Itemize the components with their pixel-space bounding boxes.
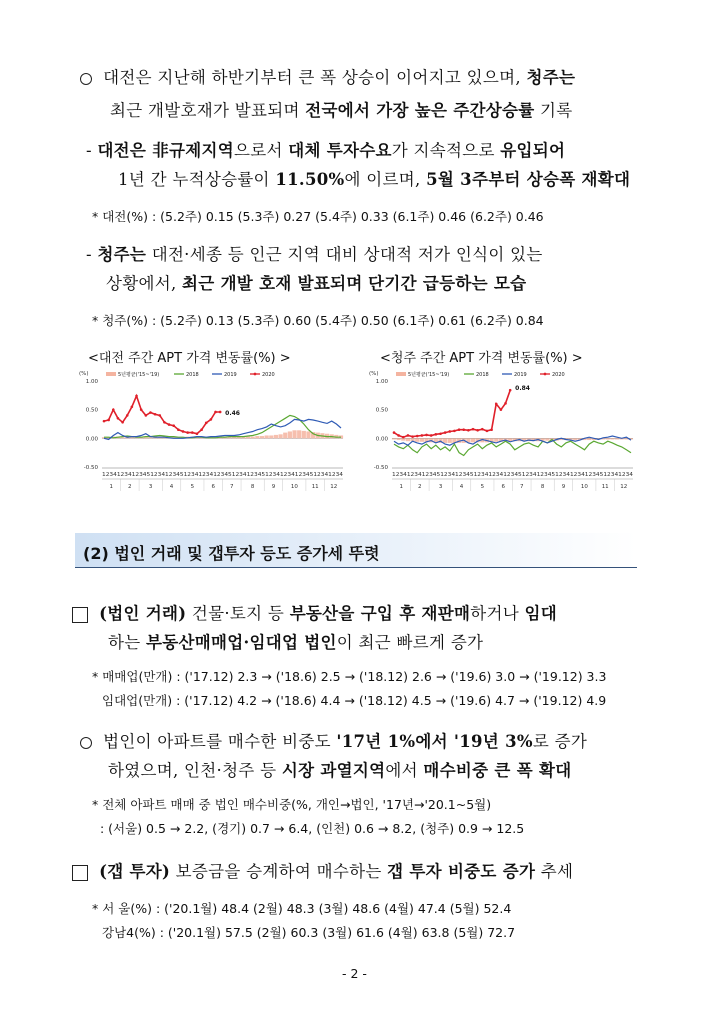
avg5-bar — [255, 436, 259, 438]
dash-item-1-line-1: - 대전은 非규제지역으로서 대체 투자수요가 지속적으로 유입되어 — [86, 141, 566, 160]
series-2020-point — [509, 389, 512, 392]
bullet-1-line-2: 최근 개발호재가 발표되며 전국에서 가장 높은 주간상승률 기록 — [110, 101, 573, 120]
avg5-bar — [306, 431, 310, 438]
month-tick-label: 7 — [230, 484, 234, 490]
month-tick-label: 11 — [311, 484, 319, 490]
series-2020-point — [126, 414, 129, 417]
legend-label: 5년평균('15~'19) — [408, 372, 450, 378]
series-2020-point — [219, 411, 222, 414]
series-2020-point — [430, 434, 433, 437]
month-tick-label: 3 — [438, 484, 443, 490]
section-header-bar — [75, 533, 637, 568]
avg5-bar — [260, 436, 264, 438]
month-tick-label: 4 — [459, 484, 464, 490]
circle-bullet-icon — [80, 737, 92, 749]
y-tick-label: 0.50 — [375, 407, 388, 414]
legend-marker — [544, 373, 547, 376]
avg5-bar — [397, 438, 401, 440]
series-2020-point — [439, 432, 442, 435]
series-line-2020 — [104, 396, 220, 434]
series-2020-point — [210, 418, 213, 421]
series-2020-point — [462, 428, 465, 431]
y-tick-label: 0.00 — [85, 436, 98, 443]
bullet-1-line-1: 대전은 지난해 하반기부터 큰 폭 상승이 이어지고 있으며, 청주는 — [80, 64, 575, 88]
month-tick-label: 2 — [418, 484, 422, 490]
month-tick-label: 1 — [109, 484, 114, 490]
avg5-bar — [283, 433, 287, 439]
series-2020-point — [407, 434, 410, 437]
series-line-2019 — [394, 436, 631, 445]
series-2020-point — [472, 428, 475, 431]
chart-title-cheongju: <청주 주간 APT 가격 변동률(%) > — [380, 351, 583, 366]
avg5-bar — [274, 435, 278, 438]
y-tick-label: 0.50 — [85, 407, 98, 414]
series-2020-point — [444, 431, 447, 434]
avg5-bar — [471, 438, 475, 442]
dash-item-1-line-2: 1년 간 누적상승률이 11.50%에 이르며, 5월 3주부터 상승폭 재확대 — [118, 170, 631, 189]
legend-label: 2018 — [476, 372, 489, 378]
note-gap-seoul: * 서 울(%) : ('20.1월) 48.4 (2월) 48.3 (3월) 48.6 (4월) 47.4 (5월) 52.4 — [92, 901, 512, 916]
month-tick-label: 12 — [330, 484, 338, 490]
legend-swatch — [396, 372, 406, 376]
series-2020-point — [191, 431, 194, 434]
series-2020-point — [177, 428, 180, 431]
avg5-bar — [292, 430, 296, 438]
avg5-bar — [246, 437, 250, 439]
note-corporate-share-values: : (서울) 0.5 → 2.2, (경기) 0.7 → 6.4, (인천) 0.6 → 8.2, (청주) 0.9 → 12.5 — [100, 821, 525, 836]
y-tick-label: -0.50 — [373, 465, 388, 471]
avg5-bar — [420, 438, 424, 441]
chart-cheongju — [368, 367, 638, 497]
series-2020-point — [435, 433, 438, 436]
avg5-bar — [587, 438, 591, 440]
month-tick-label: 6 — [211, 484, 215, 490]
series-2020-point — [467, 429, 470, 432]
series-2020-point — [107, 419, 110, 422]
month-tick-label: 4 — [169, 484, 174, 490]
month-tick-label: 9 — [561, 484, 566, 490]
avg5-bar — [573, 438, 577, 440]
avg5-bar — [269, 435, 273, 438]
series-2020-point — [182, 430, 185, 433]
page-number: - 2 - — [342, 966, 367, 981]
month-tick-label: 7 — [520, 484, 524, 490]
chart-title-daejeon: <대전 주간 APT 가격 변동률(%) > — [88, 351, 291, 366]
series-2020-point — [425, 434, 428, 437]
square-bullet-icon — [72, 607, 88, 623]
note-rental-business: 임대업(만개) : ('17.12) 4.2 → ('18.6) 4.4 → ('18.12) 4.5 → ('19.6) 4.7 → ('19.12) 4.9 — [102, 693, 607, 708]
avg5-bar — [415, 438, 419, 441]
series-2020-point — [214, 411, 217, 414]
series-2020-point — [205, 422, 208, 425]
y-tick-label: -0.50 — [83, 465, 98, 471]
month-tick-label: 6 — [501, 484, 505, 490]
para-2-line-2: 하였으며, 인천·청주 등 시장 과열지역에서 매수비중 큰 폭 확대 — [108, 761, 572, 780]
series-2020-point — [117, 417, 120, 420]
avg5-bar — [265, 435, 269, 438]
legend-label: 2019 — [224, 372, 237, 378]
month-tick-label: 9 — [271, 484, 276, 490]
series-2020-point — [186, 431, 189, 434]
series-2020-point — [486, 430, 489, 433]
square-bullet-icon — [72, 865, 88, 881]
series-2020-point — [196, 432, 199, 435]
note-sales-business: * 매매업(만개) : ('17.12) 2.3 → ('18.6) 2.5 → ('18.12) 2.6 → ('19.6) 3.0 → ('19.12) 3.3 — [92, 669, 607, 684]
series-2020-point — [421, 434, 424, 437]
series-2020-point — [172, 424, 175, 427]
avg5-bar — [302, 431, 306, 438]
month-tick-label: 10 — [290, 484, 298, 490]
series-2020-point — [453, 430, 456, 433]
avg5-bar — [406, 438, 410, 441]
month-tick-label: 8 — [540, 484, 545, 490]
avg5-bar — [278, 434, 282, 438]
avg5-bar — [545, 438, 549, 440]
avg5-bar — [615, 438, 619, 439]
para-2-line-1: 법인이 아파트를 매수한 비중도 '17년 1%에서 '19년 3%로 증가 — [80, 728, 587, 752]
annotation-label: 0.84 — [515, 385, 530, 393]
avg5-bar — [448, 438, 452, 443]
avg5-bar — [288, 431, 292, 438]
series-2020-point — [504, 402, 507, 405]
series-2020-point — [416, 435, 419, 438]
legend-label: 2020 — [552, 372, 565, 378]
avg5-bar — [610, 438, 614, 439]
legend-swatch — [106, 372, 116, 376]
avg5-bar — [443, 438, 447, 443]
avg5-bar — [392, 438, 396, 439]
legend-label: 5년평균('15~'19) — [118, 372, 160, 378]
series-2020-point — [131, 406, 134, 409]
series-2020-point — [481, 428, 484, 431]
note-corporate-share: * 전체 아파트 매매 중 법인 매수비중(%, 개인→법인, '17년→'20.1~5월) — [92, 797, 492, 812]
series-2020-point — [103, 420, 106, 423]
legend-label: 2020 — [262, 372, 275, 378]
dash-marker: - — [86, 141, 92, 160]
legend-label: 2019 — [514, 372, 527, 378]
y-axis-label: (%) — [79, 371, 89, 377]
series-2020-point — [476, 429, 479, 432]
series-2020-point — [500, 408, 503, 411]
series-2020-point — [135, 395, 138, 398]
series-2020-point — [145, 414, 148, 417]
series-2020-point — [490, 428, 493, 431]
para-1-line-2: 하는 부동산매매업·임대업 법인이 최근 빠르게 증가 — [108, 633, 484, 652]
series-2020-point — [402, 436, 405, 439]
month-tick-label: 12 — [620, 484, 628, 490]
y-tick-label: 0.00 — [375, 436, 388, 443]
note-daejeon: * 대전(%) : (5.2주) 0.15 (5.3주) 0.27 (5.4주) 0.33 (6.1주) 0.46 (6.2주) 0.46 — [92, 209, 544, 224]
series-2020-point — [112, 408, 115, 411]
para-3: (갭 투자) 보증금을 승계하여 매수하는 갭 투자 비중도 증가 추세 — [72, 858, 573, 882]
note-cheongju: * 청주(%) : (5.2주) 0.13 (5.3주) 0.60 (5.4주) 0.50 (6.1주) 0.61 (6.2주) 0.84 — [92, 313, 544, 328]
series-2020-point — [448, 430, 451, 433]
month-tick-label: 8 — [250, 484, 255, 490]
section-title: (2) 법인 거래 및 갭투자 등도 증가세 뚜렷 — [83, 544, 380, 563]
series-2020-point — [158, 414, 161, 417]
series-2020-point — [393, 431, 396, 434]
series-2020-point — [200, 428, 203, 431]
week-tick-labels: 12341234123451234123451234123412345123412345123412341234512341234 — [102, 472, 344, 478]
series-2020-point — [458, 428, 461, 431]
note-gap-gangnam: 강남4(%) : ('20.1월) 57.5 (2월) 60.3 (3월) 61.6 (4월) 63.8 (5월) 72.7 — [102, 925, 516, 940]
legend-marker — [254, 373, 257, 376]
series-2020-point — [121, 421, 124, 424]
series-2020-point — [154, 413, 157, 416]
para-1-line-1: (법인 거래) 건물·토지 등 부동산을 구입 후 재판매하거나 임대 — [72, 600, 557, 624]
chart-daejeon — [78, 367, 348, 497]
series-2020-point — [149, 411, 152, 414]
legend-label: 2018 — [186, 372, 199, 378]
avg5-bar — [494, 438, 498, 441]
dash-marker: - — [86, 245, 92, 264]
month-tick-label: 1 — [399, 484, 404, 490]
series-2020-point — [397, 434, 400, 437]
dash-item-2-line-1: - 청주는 대전·세종 등 인근 지역 대비 상대적 저가 인식이 있는 — [86, 245, 543, 264]
y-tick-label: 1.00 — [85, 379, 98, 385]
avg5-bar — [251, 437, 255, 439]
month-tick-label: 3 — [148, 484, 153, 490]
month-tick-label: 2 — [128, 484, 132, 490]
avg5-bar — [606, 438, 610, 439]
month-tick-label: 10 — [580, 484, 588, 490]
circle-bullet-icon — [80, 73, 92, 85]
y-tick-label: 1.00 — [375, 379, 388, 385]
avg5-bar — [297, 430, 301, 438]
week-tick-labels: 12341234123451234123451234123412345123412345123412341234512341234 — [392, 472, 634, 478]
series-2020-point — [140, 408, 143, 411]
series-2020-point — [495, 403, 498, 406]
series-2020-point — [163, 421, 166, 424]
avg5-bar — [401, 438, 405, 440]
dash-item-2-line-2: 상황에서, 최근 개발 호재 발표되며 단기간 급등하는 모습 — [106, 274, 527, 293]
series-2020-point — [411, 435, 414, 438]
month-tick-label: 5 — [190, 484, 195, 490]
series-2020-point — [168, 423, 171, 426]
y-axis-label: (%) — [369, 371, 379, 377]
annotation-label: 0.46 — [225, 409, 240, 417]
month-tick-label: 5 — [480, 484, 485, 490]
month-tick-label: 11 — [601, 484, 609, 490]
